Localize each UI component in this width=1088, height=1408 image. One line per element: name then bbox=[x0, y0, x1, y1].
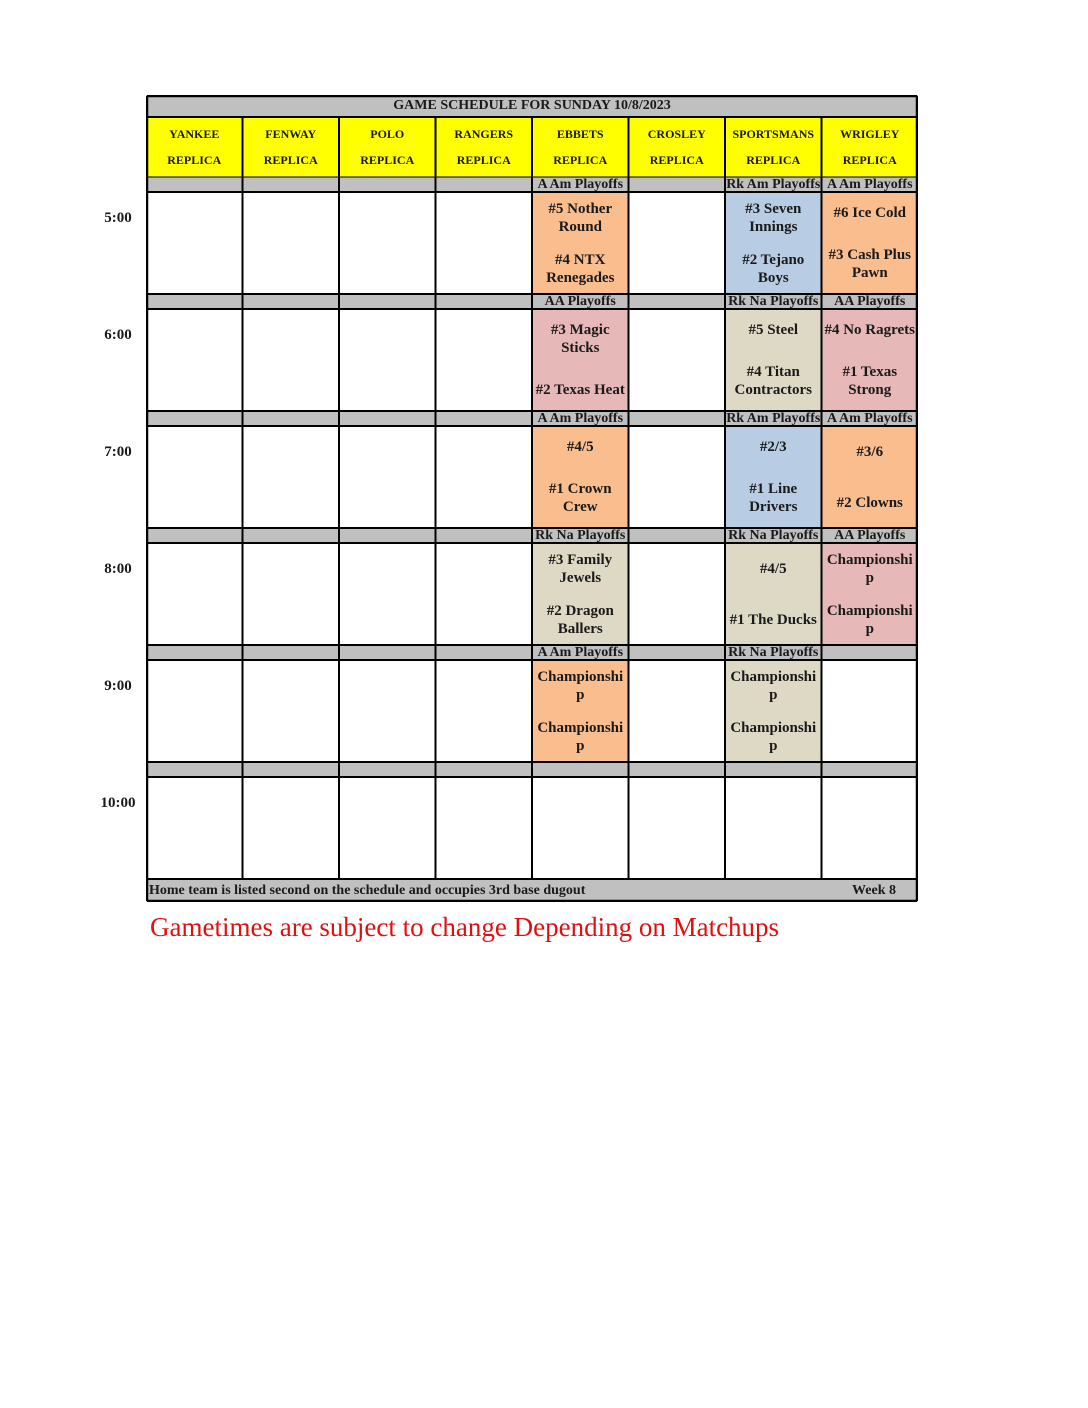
home-team-note: Home team is listed second on the schedule and occupies 3rd base dugout bbox=[149, 883, 586, 898]
home-team: #2 Tejano Boys bbox=[742, 251, 805, 286]
empty-slot bbox=[629, 543, 726, 645]
game-cell bbox=[822, 309, 919, 411]
empty-slot bbox=[146, 543, 243, 645]
empty-slot bbox=[629, 777, 726, 879]
division-label bbox=[436, 411, 533, 426]
division-label bbox=[146, 528, 243, 543]
empty-slot bbox=[822, 777, 919, 879]
field-subtitle: REPLICA bbox=[167, 153, 222, 167]
empty-slot bbox=[243, 426, 340, 528]
game-cell bbox=[822, 192, 919, 294]
home-team: #2 Dragon Ballers bbox=[546, 602, 614, 637]
game-cell bbox=[725, 192, 822, 294]
home-team: Championshi p bbox=[537, 719, 624, 754]
division-label: Rk Am Playoffs bbox=[726, 176, 821, 192]
empty-slot bbox=[339, 543, 436, 645]
division-label bbox=[146, 294, 243, 309]
field-header-4 bbox=[436, 117, 533, 177]
division-label bbox=[146, 177, 243, 192]
empty-slot bbox=[339, 192, 436, 294]
home-team: #1 Texas Strong bbox=[842, 364, 898, 398]
division-label: A Am Playoffs bbox=[532, 177, 629, 192]
home-team: Championshi p bbox=[730, 719, 817, 754]
time-label: 7:00 bbox=[104, 444, 132, 460]
field-name: RANGERS bbox=[454, 127, 514, 141]
empty-slot bbox=[339, 777, 436, 879]
empty-slot bbox=[339, 309, 436, 411]
home-team: #1 The Ducks bbox=[729, 611, 817, 628]
empty-slot bbox=[822, 660, 919, 762]
empty-slot bbox=[146, 777, 243, 879]
division-label bbox=[339, 177, 436, 192]
home-team: #2 Clowns bbox=[836, 494, 903, 511]
empty-slot bbox=[436, 426, 533, 528]
field-header-3 bbox=[339, 117, 436, 177]
game-cell bbox=[532, 660, 629, 762]
field-name: WRIGLEY bbox=[840, 127, 900, 141]
game-cell bbox=[725, 426, 822, 528]
division-label: A Am Playoffs bbox=[532, 411, 629, 426]
field-header-1 bbox=[146, 117, 243, 177]
week-label: Week 8 bbox=[852, 883, 896, 898]
empty-slot bbox=[146, 309, 243, 411]
field-name: YANKEE bbox=[169, 127, 220, 141]
field-header-6 bbox=[629, 117, 726, 177]
division-label bbox=[146, 645, 243, 660]
division-label bbox=[146, 411, 243, 426]
away-team: #3/6 bbox=[856, 443, 884, 460]
division-label bbox=[436, 177, 533, 192]
empty-slot bbox=[532, 777, 629, 879]
division-label bbox=[339, 645, 436, 660]
division-label bbox=[725, 762, 822, 777]
field-name: EBBETS bbox=[556, 127, 604, 141]
division-label: Rk Na Playoffs bbox=[532, 528, 629, 543]
away-team: #3 Family Jewels bbox=[548, 551, 613, 586]
division-label bbox=[822, 645, 919, 660]
time-label: 5:00 bbox=[104, 210, 132, 226]
empty-slot bbox=[146, 660, 243, 762]
division-label bbox=[629, 528, 726, 543]
time-label: 6:00 bbox=[104, 327, 132, 343]
schedule-title: GAME SCHEDULE FOR SUNDAY 10/8/2023 bbox=[146, 95, 918, 117]
division-label bbox=[146, 762, 243, 777]
empty-slot bbox=[725, 777, 822, 879]
field-header-2 bbox=[243, 117, 340, 177]
game-cell bbox=[725, 660, 822, 762]
away-team: #3 Magic Sticks bbox=[550, 322, 610, 356]
game-cell bbox=[725, 543, 822, 645]
empty-slot bbox=[243, 309, 340, 411]
empty-slot bbox=[629, 426, 726, 528]
division-label: Rk Am Playoffs bbox=[726, 410, 821, 426]
home-team: #1 Crown Crew bbox=[548, 481, 612, 515]
home-team: #4 Titan Contractors bbox=[734, 364, 812, 398]
game-cell bbox=[532, 543, 629, 645]
game-cell bbox=[822, 543, 919, 645]
field-name: CROSLEY bbox=[647, 127, 706, 141]
away-team: #3 Seven Innings bbox=[745, 200, 802, 235]
empty-slot bbox=[629, 660, 726, 762]
schedule-table bbox=[146, 95, 918, 902]
empty-slot bbox=[146, 426, 243, 528]
division-label: A Am Playoffs bbox=[822, 177, 919, 192]
division-label bbox=[339, 411, 436, 426]
time-label: 9:00 bbox=[104, 678, 132, 694]
field-subtitle: REPLICA bbox=[649, 153, 704, 167]
home-team: #2 Texas Heat bbox=[535, 382, 625, 398]
field-header-7 bbox=[725, 117, 822, 177]
division-label bbox=[243, 294, 340, 309]
field-header-5 bbox=[532, 117, 629, 177]
away-team: Championshi p bbox=[537, 668, 624, 703]
away-team: #4/5 bbox=[759, 560, 787, 577]
time-label: 8:00 bbox=[104, 561, 132, 577]
division-label: Rk Na Playoffs bbox=[725, 294, 822, 309]
division-label bbox=[436, 528, 533, 543]
field-subtitle: REPLICA bbox=[553, 153, 608, 167]
division-label bbox=[436, 294, 533, 309]
division-label bbox=[629, 645, 726, 660]
empty-slot bbox=[339, 660, 436, 762]
field-name: FENWAY bbox=[265, 127, 317, 141]
field-subtitle: REPLICA bbox=[263, 153, 318, 167]
division-label bbox=[243, 528, 340, 543]
division-label bbox=[629, 294, 726, 309]
away-team: #2/3 bbox=[759, 439, 787, 455]
division-label bbox=[243, 645, 340, 660]
division-label bbox=[339, 762, 436, 777]
empty-slot bbox=[629, 309, 726, 411]
empty-slot bbox=[436, 660, 533, 762]
division-label bbox=[243, 177, 340, 192]
field-name: POLO bbox=[370, 127, 405, 141]
division-label bbox=[822, 762, 919, 777]
empty-slot bbox=[436, 192, 533, 294]
home-team: #4 NTX Renegades bbox=[546, 251, 615, 286]
division-label bbox=[436, 762, 533, 777]
division-label: Rk Na Playoffs bbox=[725, 528, 822, 543]
away-team: Championshi p bbox=[826, 551, 913, 586]
division-label: A Am Playoffs bbox=[532, 645, 629, 660]
schedule-footer bbox=[146, 880, 918, 902]
division-label bbox=[629, 411, 726, 426]
time-label: 10:00 bbox=[100, 795, 136, 811]
away-team: #4/5 bbox=[566, 439, 594, 455]
field-subtitle: REPLICA bbox=[456, 153, 511, 167]
home-team: Championshi p bbox=[826, 602, 913, 637]
division-label bbox=[243, 762, 340, 777]
empty-slot bbox=[243, 192, 340, 294]
empty-slot bbox=[629, 192, 726, 294]
empty-slot bbox=[243, 660, 340, 762]
field-name: SPORTSMANS bbox=[732, 127, 815, 141]
away-team: #4 No Ragrets bbox=[824, 322, 916, 338]
division-label bbox=[629, 762, 726, 777]
away-team: #5 Steel bbox=[748, 322, 799, 338]
division-label bbox=[243, 411, 340, 426]
division-label: Rk Na Playoffs bbox=[725, 645, 822, 660]
home-team: #3 Cash Plus Pawn bbox=[828, 247, 912, 281]
home-team: #1 Line Drivers bbox=[749, 481, 798, 515]
empty-slot bbox=[243, 777, 340, 879]
division-label bbox=[629, 177, 726, 192]
division-label bbox=[339, 294, 436, 309]
gametime-disclaimer: Gametimes are subject to change Depending on Matchups bbox=[150, 912, 780, 942]
empty-slot bbox=[436, 309, 533, 411]
empty-slot bbox=[436, 543, 533, 645]
game-cell bbox=[725, 309, 822, 411]
away-team: Championshi p bbox=[730, 668, 817, 703]
division-label bbox=[436, 645, 533, 660]
division-label: AA Playoffs bbox=[822, 528, 919, 543]
division-label: AA Playoffs bbox=[532, 294, 629, 309]
away-team: #5 Nother Round bbox=[548, 200, 613, 235]
field-header-8 bbox=[822, 117, 919, 177]
division-label bbox=[339, 528, 436, 543]
game-cell bbox=[532, 192, 629, 294]
away-team: #6 Ice Cold bbox=[833, 205, 906, 221]
division-label: A Am Playoffs bbox=[822, 411, 919, 426]
field-subtitle: REPLICA bbox=[842, 153, 897, 167]
empty-slot bbox=[243, 543, 340, 645]
division-label bbox=[532, 762, 629, 777]
game-cell bbox=[532, 309, 629, 411]
game-cell bbox=[532, 426, 629, 528]
empty-slot bbox=[436, 777, 533, 879]
division-label: AA Playoffs bbox=[822, 294, 919, 309]
game-cell bbox=[822, 426, 919, 528]
empty-slot bbox=[146, 192, 243, 294]
empty-slot bbox=[339, 426, 436, 528]
field-subtitle: REPLICA bbox=[746, 153, 801, 167]
field-subtitle: REPLICA bbox=[360, 153, 415, 167]
